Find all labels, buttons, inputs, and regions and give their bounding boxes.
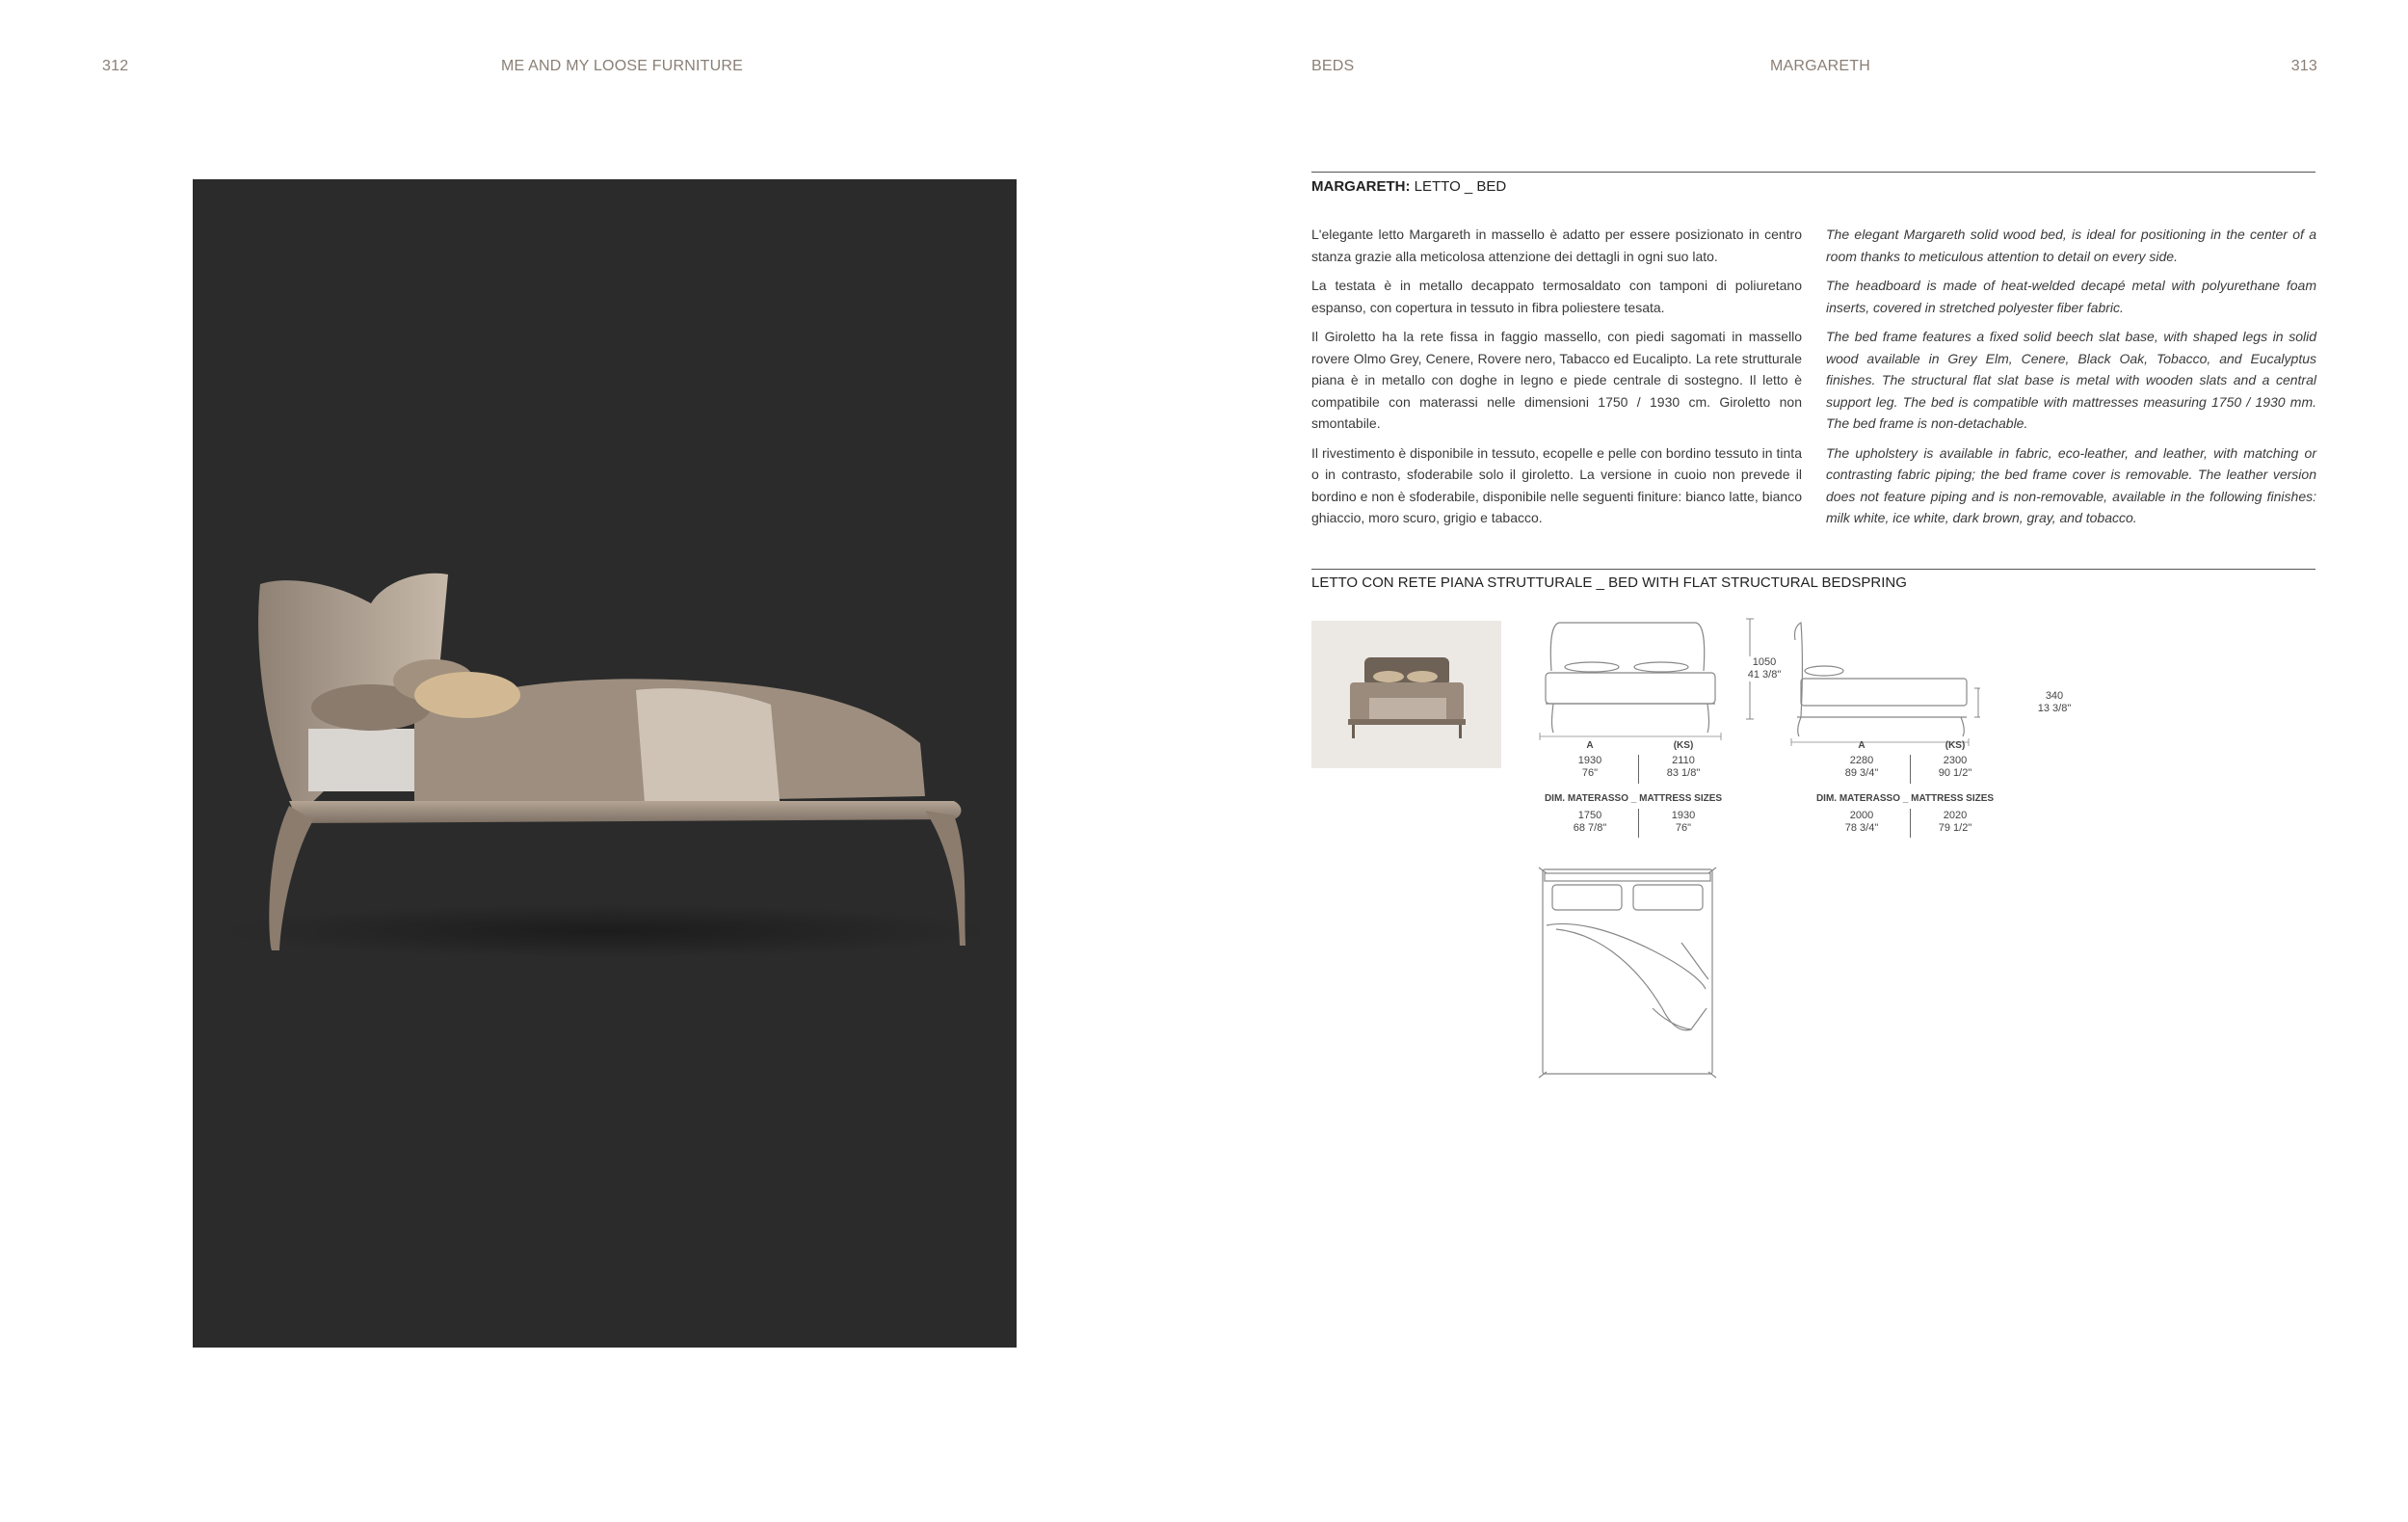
side-a-in: 89 3/4"	[1844, 767, 1879, 779]
side-height-in: 13 3/8"	[2037, 703, 2072, 714]
side-height-label	[2025, 690, 2083, 715]
side-mattress-divider	[1910, 809, 1911, 838]
page-number-right: 313	[2290, 58, 2317, 74]
english-paragraph: The elegant Margareth solid wood bed, is ideal for positioning in the center of a room thanks to meticulous attention to detail on every side.	[1826, 227, 2316, 264]
bed-illustration	[193, 179, 1017, 1348]
side-ks-in: 90 1/2"	[1938, 767, 1972, 779]
side-mattress-caption: DIM. MATERASSO _ MATTRESS SIZES	[1815, 793, 1995, 804]
italian-description	[1311, 224, 1802, 537]
bed-photo	[193, 179, 1017, 1348]
right-page	[1204, 0, 2408, 1522]
english-paragraph: The upholstery is available in fabric, eco-leather, and leather, with matching or contrasting fabric piping; the bed frame cover is removable. The leather version does not feature piping and is non-removable, available in the following finishes: milk white, ice white, dark brown, gray, and tobacco.	[1826, 444, 2316, 525]
front-mat-a-mm: 1750	[1577, 810, 1602, 821]
subsection-rule	[1311, 569, 2315, 570]
front-mattress-caption: DIM. MATERASSO _ MATTRESS SIZES	[1544, 793, 1723, 804]
top-view-drawing	[1537, 864, 1720, 1081]
front-ks-in: 83 1/8"	[1666, 767, 1701, 779]
side-col-a-label: A	[1858, 740, 1866, 751]
running-title: ME AND MY LOOSE FURNITURE	[501, 58, 743, 74]
product-heading-type: LETTO _ BED	[1410, 178, 1507, 195]
side-mat-ks-in: 79 1/2"	[1938, 822, 1972, 834]
section-label: BEDS	[1311, 58, 1355, 74]
front-height-mm: 1050	[1752, 656, 1777, 668]
side-divider	[1910, 755, 1911, 784]
italian-paragraph: Il Giroletto ha la rete fissa in faggio massello, con piedi sagomati in massello rovere Olmo Grey, Cenere, Rovere nero, Tabacco ed Eucalipto. La rete strutturale piana è in metallo con doghe in legno e piede centrale di sostegno. Il letto è compatibile con materassi nelle dimensioni 1750 / 1930 cm. Giroletto non smontabile.	[1311, 329, 1802, 431]
front-ks-mm: 2110	[1672, 755, 1695, 766]
italian-paragraph: Il rivestimento è disponibile in tessuto, ecopelle e pelle con bordino tessuto in tinta o in contrasto, sfoderabile solo il giroletto. La versione in cuoio non prevede il bordino e non è sfoderabile, disponibile nelle seguenti finiture: bianco latte, bianco ghiaccio, moro scuro, grigio e tabacco.	[1311, 444, 1802, 525]
side-a-mm: 2280	[1849, 755, 1874, 766]
front-col-a-label: A	[1586, 740, 1594, 751]
front-mat-ks-in: 76"	[1675, 822, 1692, 834]
front-view-drawing	[1532, 613, 1754, 748]
bed-thumbnail-illustration	[1311, 621, 1501, 768]
front-height-in: 41 3/8"	[1747, 669, 1782, 681]
english-paragraph: The bed frame features a fixed solid beech slat base, with shaped legs in solid wood available in Grey Elm, Cenere, Black Oak, Tobacco, and Eucalyptus finishes. The structural flat slat base is metal with wooden slats and a central support leg. The bed is compatible with mattresses measuring 1750 / 1930 mm. The bed frame is non-detachable.	[1826, 329, 2316, 431]
side-mat-a-mm: 2000	[1849, 810, 1874, 821]
english-paragraph: The headboard is made of heat-welded decapé metal with polyurethane foam inserts, covered in stretched polyester fiber fabric.	[1826, 278, 2316, 315]
subsection-title: LETTO CON RETE PIANA STRUTTURALE _ BED WITH FLAT STRUCTURAL BEDSPRING	[1311, 574, 1907, 591]
side-height-mm: 340	[2045, 690, 2064, 702]
section-rule	[1311, 172, 2315, 173]
front-height-label	[1735, 656, 1793, 681]
bed-thumbnail	[1311, 621, 1501, 768]
side-col-ks-label: (KS)	[1945, 740, 1966, 751]
front-divider	[1638, 755, 1639, 784]
front-a-mm: 1930	[1577, 755, 1602, 766]
front-mat-a-in: 68 7/8"	[1573, 822, 1607, 834]
italian-paragraph: L'elegante letto Margareth in massello è adatto per essere posizionato in centro stanza grazie alla meticolosa attenzione dei dettagli in ogni suo lato.	[1311, 227, 1802, 264]
product-heading-name: MARGARETH:	[1311, 178, 1411, 195]
side-view-drawing	[1787, 621, 1980, 746]
front-dimension-table	[1544, 739, 1739, 845]
front-a-in: 76"	[1581, 767, 1599, 779]
product-running-title: MARGARETH	[1770, 58, 1871, 74]
front-col-ks-label: (KS)	[1673, 740, 1694, 751]
english-description	[1826, 224, 2316, 537]
product-heading	[1311, 178, 1506, 195]
page-number-left: 312	[102, 58, 129, 74]
front-mat-ks-mm: 1930	[1671, 810, 1696, 821]
side-dimension-table	[1815, 739, 2011, 845]
front-mattress-divider	[1638, 809, 1639, 838]
side-ks-mm: 2300	[1943, 755, 1968, 766]
side-mat-ks-mm: 2020	[1943, 810, 1968, 821]
italian-paragraph: La testata è in metallo decappato termosaldato con tamponi di poliuretano espanso, con copertura in tessuto in fibra poliestere tesata.	[1311, 278, 1802, 315]
side-mat-a-in: 78 3/4"	[1844, 822, 1879, 834]
